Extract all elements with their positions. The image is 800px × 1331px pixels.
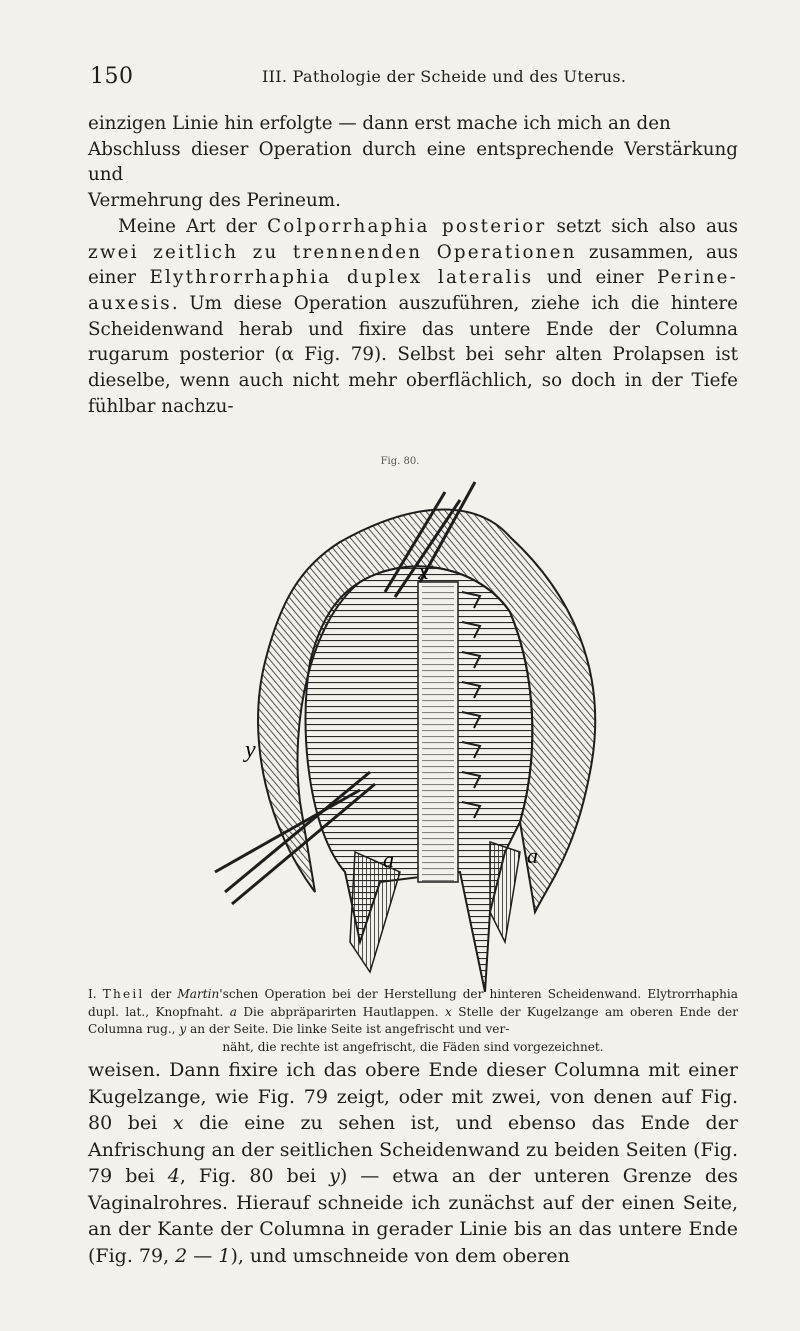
paragraph-line: einzigen Linie hin erfolgte — dann erst mache ich mich an den	[88, 113, 671, 134]
caption-text: I. Theil der Martin'schen Operation bei der Herstellung der hinteren Scheidenwand. Elytrorrhaphia dupl. lat., Knopfnaht. a Die abpräparirten Hautlappen. x Stelle der Kugelzange am oberen Ende der Columna rug., y an der Seite. Die linke Seite ist angefrischt und ver-	[88, 987, 739, 1036]
caption-last-line: näht, die rechte ist angefrischt, die Fäden sind vorgezeichnet.	[222, 1039, 604, 1054]
bottom-text-block	[88, 1057, 738, 1269]
figure-caption	[88, 986, 738, 1056]
running-head: III. Pathologie der Scheide und des Uterus.	[262, 67, 627, 86]
label-a-left: a	[383, 847, 394, 872]
top-text-block	[88, 111, 738, 419]
label-y: y	[245, 737, 256, 763]
paragraph-second: Meine Art der Colporrhaphia posterior setzt sich also aus zwei zeitlich zu trennenden Operationen zusammen, aus einer Elythrorrhaphia duplex lateralis und einer Perine-auxesis. Um diese Operation auszuführen, ziehe ich die hintere Scheidenwand herab und fixire das untere Ende der Columna rugarum posterior (α Fig. 79). Selbst bei sehr alten Prolapsen ist dieselbe, wenn auch nicht mehr oberflächlich, so doch in der Tiefe fühlbar nachzu-	[88, 215, 739, 417]
paragraph-line: Vermehrung des Perineum.	[88, 190, 341, 212]
label-x: x	[418, 559, 429, 585]
paragraph-line: Abschluss dieser Operation durch eine entsprechende Verstärkung und	[88, 138, 738, 186]
figure-illustration	[190, 472, 630, 992]
page-header	[90, 64, 730, 92]
central-column	[418, 582, 458, 882]
figure-svg	[190, 472, 630, 992]
paragraph-bottom: weisen. Dann fixire ich das obere Ende dieser Columna mit einer Kugelzange, wie Fig. 79 zeigt, oder mit zwei, von denen auf Fig. 80 bei x die eine zu sehen ist, und ebenso das Ende der Anfrischung an der seitlichen Scheidenwand zu beiden Seiten (Fig. 79 bei 4, Fig. 80 bei y) — etwa an der unteren Grenze des Vaginalrohres. Hierauf schneide ich zunächst auf der einen Seite, an der Kante der Columna in gerader Linie bis an das untere Ende (Fig. 79, 2 — 1), und umschneide von dem oberen	[88, 1059, 738, 1267]
figure-label: Fig. 80.	[380, 456, 420, 467]
page-number: 150	[90, 64, 134, 89]
label-a-right: a	[527, 843, 538, 868]
